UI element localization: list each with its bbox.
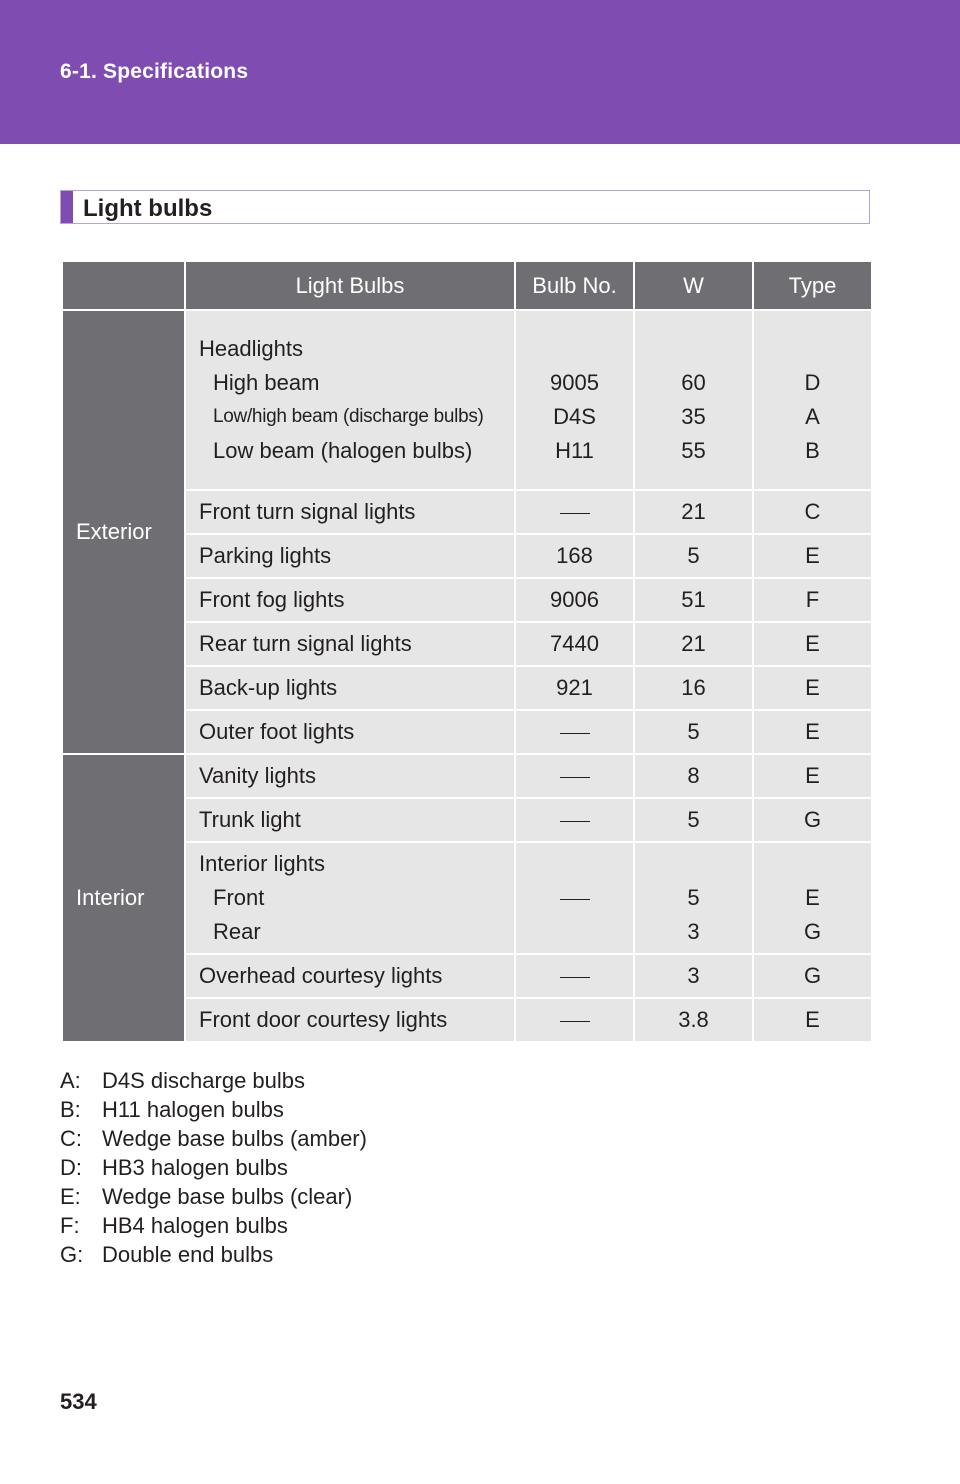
row-label: Vanity lights [185,754,515,798]
row-bulb [515,798,634,842]
row-label: Overhead courtesy lights [185,954,515,998]
row-label: Parking lights [185,534,515,578]
section-accent [61,191,73,223]
note-item: D: HB3 halogen bulbs [60,1155,288,1180]
row-label: Front turn signal lights [185,490,515,534]
light-bulbs-table [61,260,873,1043]
row-type: C [753,490,872,534]
group-interior: Interior [62,754,185,1042]
note-item: B: H11 halogen bulbs [60,1097,284,1122]
dash-mark [560,899,590,900]
note-item: C: Wedge base bulbs (amber) [60,1126,367,1151]
row-type: E G [753,842,872,954]
row-type: E [753,710,872,754]
dash-mark [560,513,590,514]
row-bulb: 921 [515,666,634,710]
row-watt: 21 [634,490,753,534]
row-watt: 3 [634,954,753,998]
row-label: Front fog lights [185,578,515,622]
row-type: G [753,798,872,842]
row-label: Rear turn signal lights [185,622,515,666]
note-item: E: Wedge base bulbs (clear) [60,1184,353,1209]
row-bulb [515,998,634,1042]
row-label: Back-up lights [185,666,515,710]
row-watt: 16 [634,666,753,710]
row-type: E [753,666,872,710]
row-type: F [753,578,872,622]
row-bulb [515,754,634,798]
dash-mark [560,733,590,734]
header-watt: W [634,261,753,310]
row-bulb [515,710,634,754]
group-exterior: Exterior [62,310,185,754]
header-band [0,0,960,144]
row-label: Front door courtesy lights [185,998,515,1042]
row-bulb: 9006 [515,578,634,622]
section-heading [60,190,870,224]
row-watt: 8 [634,754,753,798]
row-label: Outer foot lights [185,710,515,754]
row-watt: 21 [634,622,753,666]
row-watt: 5 [634,798,753,842]
row-type: E [753,534,872,578]
dash-mark [560,777,590,778]
note-item: A: D4S discharge bulbs [60,1068,306,1093]
row-label: Interior lights Front Rear [185,842,515,954]
row-bulb: 9005 D4S H11 [515,310,634,490]
page-number: 534 [60,1389,97,1414]
dash-mark [560,977,590,978]
row-watt: 5 3 [634,842,753,954]
row-bulb: 7440 [515,622,634,666]
row-watt: 3.8 [634,998,753,1042]
row-label: Headlights High beam Low/high beam (discharge bulbs) Low beam (halogen bulbs) [185,310,515,490]
row-type: G [753,954,872,998]
row-watt: 60 35 55 [634,310,753,490]
table-row [62,754,872,798]
row-watt: 5 [634,710,753,754]
table-header-row [62,261,872,310]
header-light-bulbs: Light Bulbs [185,261,515,310]
header-type: Type [753,261,872,310]
dash-mark [560,1021,590,1022]
row-type: D A B [753,310,872,490]
row-type: E [753,998,872,1042]
row-type: E [753,754,872,798]
chapter-title: 6-1. Specifications [60,60,249,83]
row-watt: 51 [634,578,753,622]
row-type: E [753,622,872,666]
table-row [62,310,872,490]
row-bulb [515,954,634,998]
row-watt: 5 [634,534,753,578]
header-bulb-no: Bulb No. [515,261,634,310]
header-blank [62,261,185,310]
row-bulb: 168 [515,534,634,578]
section-title: Light bulbs [83,195,213,222]
note-item: G: Double end bulbs [60,1242,274,1267]
row-bulb [515,842,634,954]
row-label: Trunk light [185,798,515,842]
row-bulb [515,490,634,534]
dash-mark [560,821,590,822]
note-item: F: HB4 halogen bulbs [60,1213,288,1238]
bulb-type-notes [60,1066,367,1269]
